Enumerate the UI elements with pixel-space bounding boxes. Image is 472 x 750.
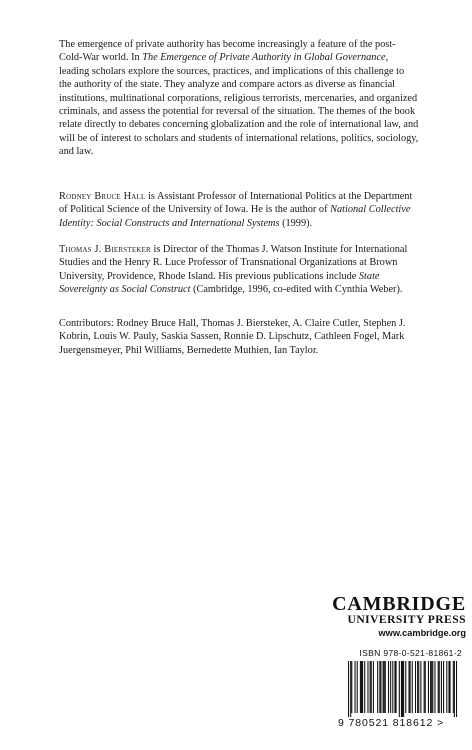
editor-name: Thomas J. Biersteker [59,244,151,255]
book-description [59,38,419,159]
editor-work-title: National Collective Identity: Social Constructs and International Systems [59,204,411,229]
editor-bio-biersteker: Thomas J. Biersteker is Director of the Thomas J. Watson Institute for International Studies and the Henry R. Luce Professor of Transnational Organizations at Brown University, Providence, Rhode Island. His previous publications include State Sovereignty as Social Construct (Cambridge, 1996, co-edited with Cynthia Weber). [59,244,408,296]
publisher-name: CAMBRIDGE [332,593,466,615]
isbn-label: ISBN 978-0-521-81861-2 [359,648,462,658]
publisher-logo [326,594,466,639]
editor-bio-hall: Rodney Bruce Hall is Assistant Professor of International Politics at the Department of Political Science of the University of Iowa. He is the author of National Collective Identity: Social Constructs and International Systems (1999). [59,191,413,229]
editor-work-title: State Sovereignty as Social Construct [59,270,380,296]
isbn-barcode-block [338,648,462,729]
publisher-subtitle: UNIVERSITY PRESS [347,614,466,626]
contributors-list: Contributors: Rodney Bruce Hall, Thomas J. Biersteker, A. Claire Cutler, Stephen J. Kobrin, Louis W. Pauly, Saskia Sassen, Ronnie D. Lipschutz, Cathleen Fogel, Mark Juergensmeyer, Phil Williams, Bernedette Muthien, Ian Taylor. [59,318,406,356]
editor-name: Rodney Bruce Hall [59,191,146,202]
barcode-icon [338,661,462,717]
book-title: The Emergence of Private Authority in Global Governance [142,52,386,64]
barcode-digits: 9 780521 818612 > [338,717,445,729]
publisher-url: www.cambridge.org [378,628,466,638]
description-paragraph: The emergence of private authority has become increasingly a feature of the post-Cold-War world. In The Emergence of Private Authority in Global Governance, leading scholars explore the sources, practices, and implications of this challenge to the authority of the state. They analyze and compare actors as diverse as financial institutions, multinational corporations, religious terrorists, mercenaries, and organized criminals, and assess the potential for reversal of the situation. The themes of the book relate directly to debates concerning globalization and the role of international law, and will be of interest to scholars and students of international relations, politics, sociology, and law. [59,39,419,158]
